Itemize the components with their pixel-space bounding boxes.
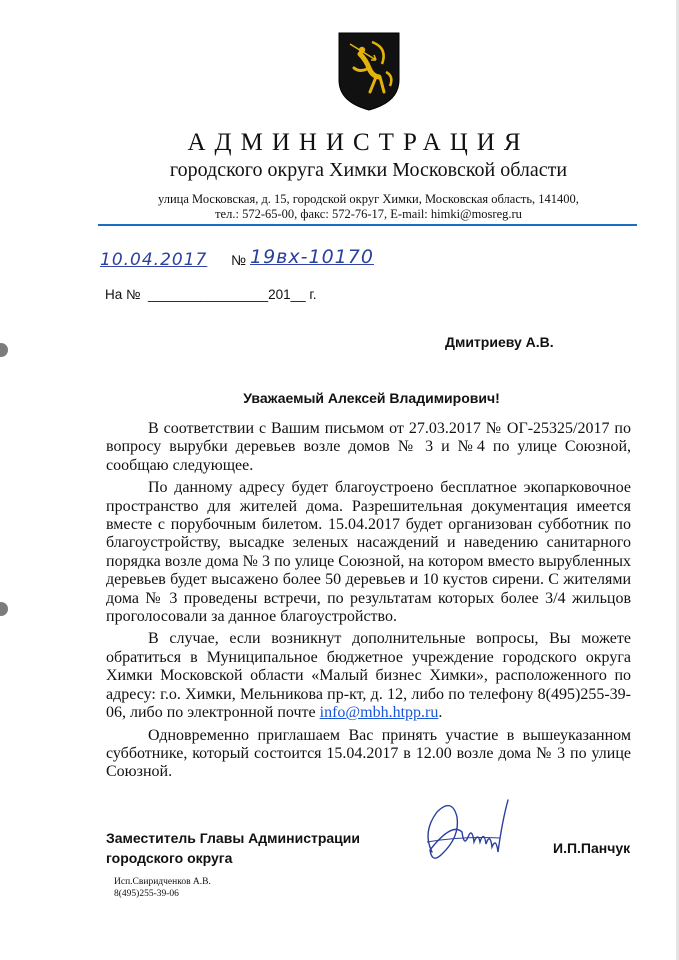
number-sign: № — [231, 252, 247, 268]
contacts-line: тел.: 572-65-00, факс: 572-76-17, E-mail: himki@mosreg.ru — [215, 207, 522, 221]
handwritten-signature-icon — [412, 792, 522, 882]
body-paragraph-1: В соответствии с Вашим письмом от 27.03.2017 № ОГ-25325/2017 по вопросу вырубки деревьев возле домов № 3 и №4 по улице Союзной, сообщаю следующее. — [106, 420, 631, 474]
paragraph-3-end: . — [438, 704, 443, 722]
recipient-name: Дмитриеву А.В. — [445, 334, 554, 350]
administration-subtitle: городского округа Химки Московской области — [169, 159, 568, 181]
signatory-name: И.П.Панчук — [553, 840, 631, 856]
executor-name: Исп.Свиридченков А.В. — [114, 877, 211, 887]
signatory-position — [106, 828, 360, 868]
executor-info — [114, 876, 211, 900]
registration-number: 19вх-10170 — [250, 246, 374, 268]
reply-reference-line: На № ________________201__ г. — [105, 287, 317, 302]
punch-hole-top — [0, 343, 8, 357]
address-line: улица Московская, д. 15, городской округ Химки, Московская область, 141400, — [158, 192, 579, 206]
letter-body — [106, 420, 631, 786]
header-divider — [98, 224, 637, 226]
email-link[interactable]: info@mbh.htpp.ru — [319, 704, 439, 722]
punch-hole-bottom — [0, 602, 8, 616]
registration-date: 10.04.2017 — [100, 250, 208, 270]
signatory-position-line-2: городского округа — [106, 850, 233, 866]
greeting: Уважаемый Алексей Владимирович! — [243, 390, 500, 406]
body-paragraph-2: По данному адресу будет благоустроено бесплатное экопарковочное пространство для жителей дома. Разрешительная документация имеется вместе с порубочным билетом. 15.04.2017 будет организован субботник по благоустройству, высадке зеленых насаждений и наведению санитарного порядка возле дома № 3 по улице Союзной, на котором вместо вырубленных деревьев будет высажено более 50 деревьев и 10 кустов сирени. С жителями дома № 3 проведены встречи, по результатам которых более 3/4 жильцов проголосовали за данное благоустройство. — [106, 479, 631, 626]
coat-of-arms-icon — [336, 30, 402, 112]
paragraph-3-text: В случае, если возникнут дополнительные вопросы, Вы можете обратиться в Муниципальное бюджетное учреждение городского округа Химки Московской области «Малый бизнес Химки», расположенного по адресу: г.о. Химки, Мельникова пр-кт, д. 12, либо по телефону 8(495)255-39-06, либо по электронной почте — [106, 630, 631, 722]
administration-title: АДМИНИСТРАЦИЯ — [187, 129, 530, 156]
body-paragraph-4: Одновременно приглашаем Вас принять участие в вышеуказанном субботнике, который состоится 15.04.2017 в 12.00 возле дома № 3 по улице Союзной. — [106, 726, 631, 781]
executor-phone: 8(495)255-39-06 — [114, 889, 179, 899]
signatory-position-line-1: Заместитель Главы Администрации — [106, 830, 360, 846]
body-paragraph-3 — [106, 630, 631, 722]
